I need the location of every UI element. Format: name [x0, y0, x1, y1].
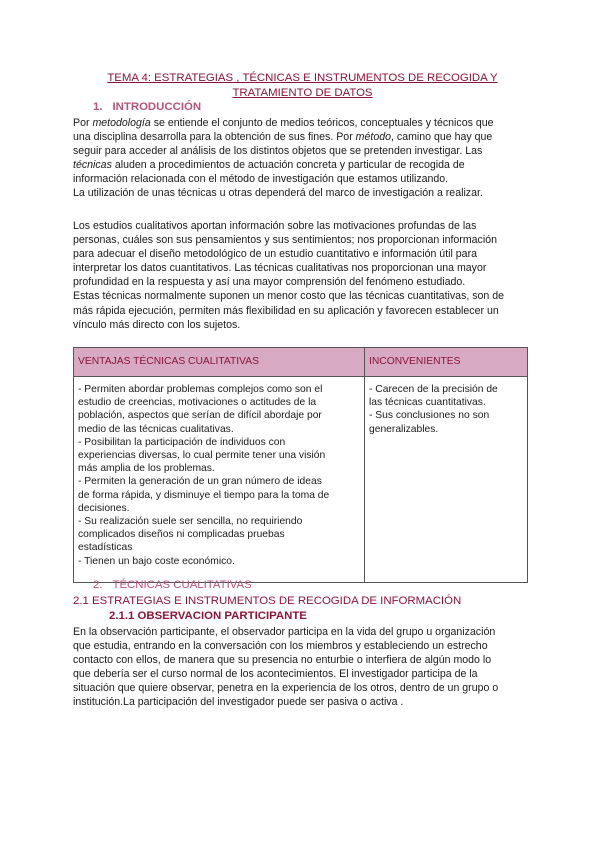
subsection-heading-2-1-1: 2.1.1 OBSERVACION PARTICIPANTE [109, 610, 307, 622]
text-line: que debería ser el curso normal de los acontecimientos. El investigador participa de la [73, 668, 478, 681]
text-line: vínculo más directo con los sujetos. [73, 318, 241, 331]
text-line: profundidad en la respuesta y así una mayor comprensión del fenómeno estudiado. [73, 276, 466, 289]
text-line: interpretar los datos cuantitativos. Las técnicas cualitativas nos proporcionan una mayor [73, 262, 487, 275]
text-line: personas, cuáles son sus pensamientos y sus sentimientos; nos proporcionan información [73, 234, 497, 247]
cell-line: estadísticas [78, 542, 133, 554]
section-number: 2. [93, 579, 103, 591]
cell-line: medio de las técnicas cualitativas. [78, 423, 234, 435]
text-line: técnicas aluden a procedimientos de actuación concreta y particular de recogida de [73, 159, 465, 172]
inconvenientes-cell [365, 377, 528, 583]
cell-line: - Permiten la generación de un gran número de ideas [78, 476, 322, 488]
text-line: seguir para acceder al análisis de los distintos objetos que se pretenden investigar. Las [73, 145, 483, 158]
title-line-1: TEMA 4: ESTRATEGIAS , TÉCNICAS E INSTRUMENTOS DE RECOGIDA Y [107, 72, 498, 84]
subsection-heading-2-1: 2.1 ESTRATEGIAS E INSTRUMENTOS DE RECOGIDA DE INFORMACIÓN [73, 595, 462, 607]
section-label: INTRODUCCIÓN [112, 101, 202, 113]
document-title [75, 71, 530, 101]
section-label: TÉCNICAS CUALITATIVAS [112, 579, 252, 591]
section-heading-introduccion [93, 100, 201, 115]
intro-paragraph [73, 116, 533, 201]
text-line: para adecuar el diseño metodológico de un estudio cuantitativo e información útil para [73, 248, 477, 261]
advantages-table [73, 347, 528, 583]
text-line: contacto con ellos, de manera que su presencia no enturbie o interfiera de algún modo lo [73, 654, 492, 667]
cell-line: estudio de creencias, motivaciones o actitudes de la [78, 397, 317, 409]
cell-line: - Tienen un bajo coste económico. [78, 555, 235, 567]
text-line: Por metodología se entiende el conjunto de medios teóricos, conceptuales y técnicos que [73, 117, 494, 129]
cell-line: población, aspectos que serían de difícil abordaje por [78, 410, 322, 422]
cell-line: de forma rápida, y disminuye el tiempo para la toma de [78, 489, 330, 501]
cell-line: - Permiten abordar problemas complejos como son el [78, 384, 323, 395]
cell-line: generalizables. [369, 423, 439, 435]
cell-line: decisiones. [78, 502, 130, 514]
text-line: Los estudios cualitativos aportan información sobre las motivaciones profundas de las [73, 220, 477, 232]
text-line: que estudia, entrando en la conversación con los miembros y estableciendo un estrecho [73, 640, 488, 653]
text-line: institución.La participación del investigador puede ser pasiva o activa . [73, 696, 404, 709]
cell-line: - Carecen de la precisión de [369, 384, 498, 395]
text-line: situación que quiere observar, penetra en la experiencia de los otros, dentro de un grupo o [73, 682, 499, 695]
title-line-2: TRATAMIENTO DE DATOS [232, 87, 373, 99]
qualitative-paragraph [73, 219, 533, 332]
text-line: La utilización de unas técnicas u otras dependerá del marco de investigación a realizar. [73, 187, 483, 200]
section-heading-tecnicas-cualitativas [93, 578, 252, 593]
text-line: más rápida ejecución, permiten más flexibilidad en su aplicación y favorecen establecer un [73, 304, 499, 317]
ventajas-cell [74, 377, 365, 583]
text-line: En la observación participante, el observador participa en la vida del grupo u organización [73, 626, 496, 638]
section-number: 1. [93, 101, 103, 113]
header-ventajas: VENTAJAS TÉCNICAS CUALITATIVAS [74, 348, 365, 377]
cell-line: - Posibilitan la participación de individuos con [78, 436, 286, 448]
cell-line: complicados diseños ni complicadas pruebas [78, 529, 285, 541]
cell-line: - Sus conclusiones no son [369, 410, 490, 422]
cell-line: las técnicas cuantitativas. [369, 397, 486, 409]
text-line: una disciplina desarrolla para la obtención de sus fines. Por método, camino que hay que [73, 131, 493, 144]
text-line: Estas técnicas normalmente suponen un menor costo que las técnicas cuantitativas, son de [73, 290, 505, 303]
header-inconvenientes: INCONVENIENTES [365, 348, 528, 377]
table-row [74, 377, 528, 583]
cell-line: más amplia de los problemas. [78, 463, 215, 475]
observation-paragraph [73, 625, 533, 710]
cell-line: experiencias diversas, lo cual permite tener una visión [78, 450, 326, 462]
text-line: información relacionada con el método de investigación que estamos utilizando. [73, 173, 449, 186]
table-header-row [74, 348, 528, 377]
cell-line: - Su realización suele ser sencilla, no requiriendo [78, 516, 303, 528]
